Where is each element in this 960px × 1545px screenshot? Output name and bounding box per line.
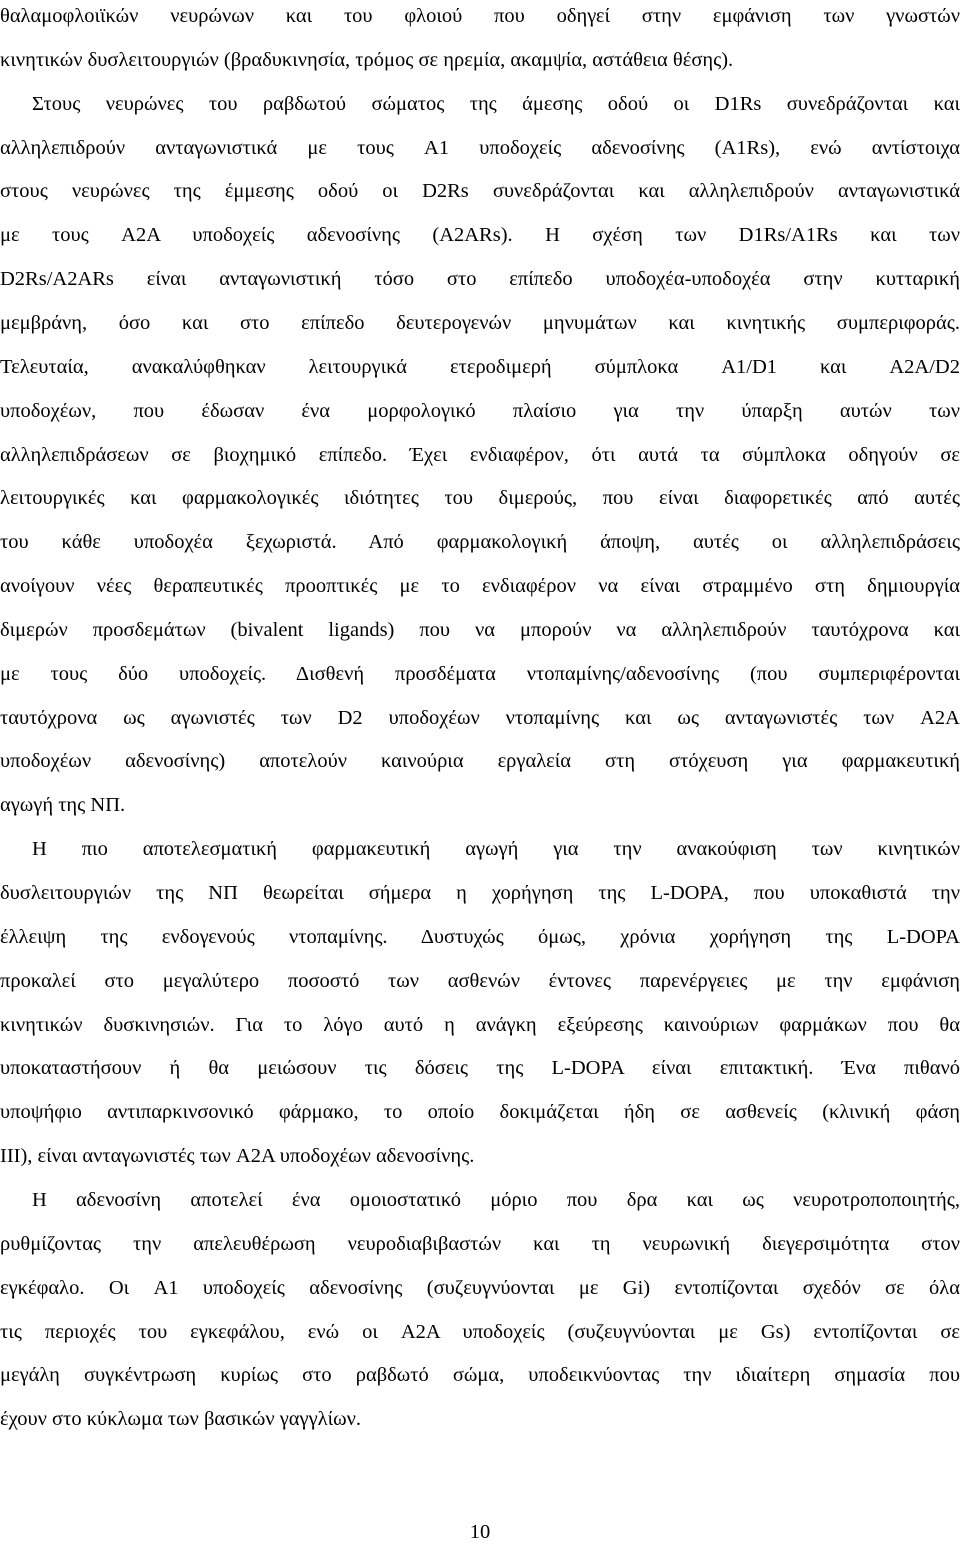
text-line: έχουν στο κύκλωμα των βασικών γαγγλίων.	[0, 1408, 361, 1431]
text-line: αλληλεπιδρούν ανταγωνιστικά με τους A1 υποδοχείς αδενοσίνης (A1Rs), ενώ αντίστοιχα	[0, 136, 960, 159]
text-line: διμερών προσδεμάτων (bivalent ligands) που να μπορούν να αλληλεπιδρούν ταυτόχρονα και	[0, 618, 960, 641]
text-line: υποδοχέων, που έδωσαν ένα μορφολογικό πλαίσιο για την ύπαρξη αυτών των	[0, 399, 960, 422]
text-line: αλληλεπιδράσεων σε βιοχημικό επίπεδο. Έχει ενδιαφέρον, ότι αυτά τα σύμπλοκα οδηγούν σε	[0, 443, 960, 466]
text-line: μεγάλη συγκέντρωση κυρίως στο ραβδωτό σώμα, υποδεικνύοντας την ιδιαίτερη σημασία που	[0, 1364, 960, 1387]
text-line: Στους νευρώνες του ραβδωτού σώματος της άμεσης οδού οι D1Rs συνεδράζονται και	[32, 92, 960, 115]
text-line: ανοίγουν νέες θεραπευτικές προοπτικές με το ενδιαφέρον να είναι στραμμένο στη δημιουργία	[0, 575, 960, 598]
text-line: εγκέφαλο. Οι A1 υποδοχείς αδενοσίνης (συζευγνύονται με Gi) εντοπίζονται σχεδόν σε όλα	[0, 1276, 960, 1299]
text-line: υποψήφιο αντιπαρκινσονικό φάρμακο, το οποίο δοκιμάζεται ήδη σε ασθενείς (κλινική φάση	[0, 1101, 960, 1124]
text-line: υποδοχέων αδενοσίνης) αποτελούν καινούρια εργαλεία στη στόχευση για φαρμακευτική	[0, 750, 960, 773]
text-line: κινητικών δυσκινησιών. Για το λόγο αυτό η ανάγκη εξεύρεσης καινούριων φαρμάκων που θα	[0, 1013, 960, 1036]
text-line: Η πιο αποτελεσματική φαρμακευτική αγωγή για την ανακούφιση των κινητικών	[32, 838, 960, 861]
text-line: λειτουργικές και φαρμακολογικές ιδιότητες του διμερούς, που είναι διαφορετικές από αυτές	[0, 487, 960, 510]
text-line: D2Rs/A2ARs είναι ανταγωνιστική τόσο στο επίπεδο υποδοχέα-υποδοχέα στην κυτταρική	[0, 268, 960, 291]
text-line: έλλειψη της ενδογενούς ντοπαμίνης. Δυστυχώς όμως, χρόνια χορήγηση της L-DOPA	[0, 925, 960, 948]
text-line: αγωγή της ΝΠ.	[0, 794, 126, 817]
text-line: με τους δύο υποδοχείς. Δισθενή προσδέματα ντοπαμίνης/αδενοσίνης (που συμπεριφέρονται	[0, 662, 960, 685]
text-line: κινητικών δυσλειτουργιών (βραδυκινησία, τρόμος σε ηρεμία, ακαμψία, αστάθεια θέσης).	[0, 48, 734, 71]
text-line: του κάθε υποδοχέα ξεχωριστά. Από φαρμακολογική άποψη, αυτές οι αλληλεπιδράσεις	[0, 531, 960, 554]
text-line: θαλαμοφλοιϊκών νευρώνων και του φλοιού που οδηγεί στην εμφάνιση των γνωστών	[0, 5, 960, 27]
page-number: 10	[469, 1521, 491, 1543]
text-line: δυσλειτουργιών της ΝΠ θεωρείται σήμερα η χορήγηση της L-DOPA, που υποκαθιστά την	[0, 882, 960, 904]
text-line: ΙΙΙ), είναι ανταγωνιστές των A2A υποδοχέων αδενοσίνης.	[0, 1145, 475, 1168]
text-line: Τελευταία, ανακαλύφθηκαν λειτουργικά ετεροδιμερή σύμπλοκα A1/D1 και A2A/D2	[0, 355, 960, 378]
text-line: υποκαταστήσουν ή θα μειώσουν τις δόσεις της L-DOPA είναι επιτακτική. Ένα πιθανό	[0, 1057, 960, 1080]
text-line: ταυτόχρονα ως αγωνιστές των D2 υποδοχέων ντοπαμίνης και ως ανταγωνιστές των A2A	[0, 706, 960, 729]
text-line: ρυθμίζοντας την απελευθέρωση νευροδιαβιβαστών και τη νευρωνική διεγερσιμότητα στον	[0, 1232, 960, 1255]
text-line: με τους A2A υποδοχείς αδενοσίνης (A2ARs). Η σχέση των D1Rs/A1Rs και των	[0, 224, 960, 247]
text-line: Η αδενοσίνη αποτελεί ένα ομοιοστατικό μόριο που δρα και ως νευροτροποποιητής,	[32, 1188, 960, 1211]
text-line: τις περιοχές του εγκεφάλου, ενώ οι A2A υποδοχείς (συζευγνύονται με Gs) εντοπίζονται σε	[0, 1320, 960, 1343]
text-line: προκαλεί στο μεγαλύτερο ποσοστό των ασθενών έντονες παρενέργειες με την εμφάνιση	[0, 969, 960, 992]
text-line: στους νευρώνες της έμμεσης οδού οι D2Rs συνεδράζονται και αλληλεπιδρούν ανταγωνιστικά	[0, 180, 960, 203]
text-line: μεμβράνη, όσο και στο επίπεδο δευτερογενών μηνυμάτων και κινητικής συμπεριφοράς.	[0, 311, 960, 334]
